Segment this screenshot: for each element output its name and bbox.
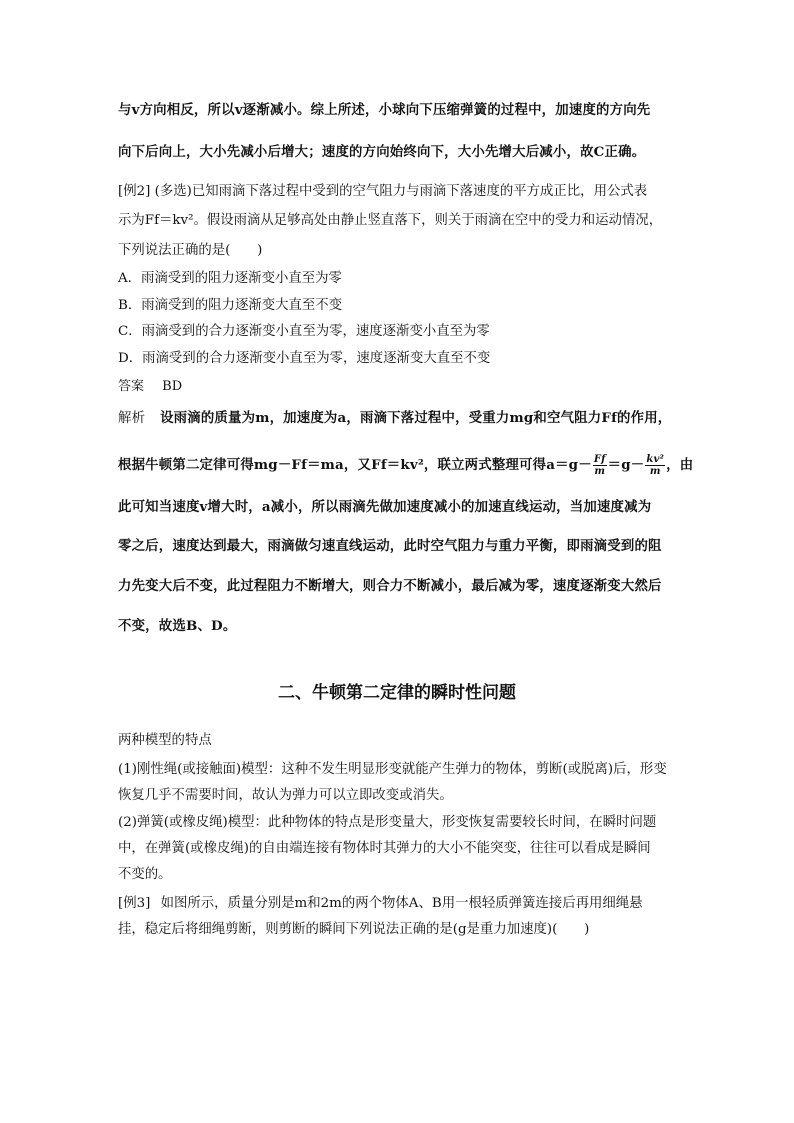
- analysis-line-6: 不变，故选B、D。: [118, 618, 237, 634]
- continuation-line-1: 与v方向相反，所以v逐渐减小。综上所述，小球向下压缩弹簧的过程中，加速度的方向先: [118, 102, 651, 118]
- rigid-model-line-1: (1)刚性绳(或接触面)模型：这种不发生明显形变就能产生弹力的物体，剪断(或脱离)后，形变: [118, 762, 667, 777]
- analysis-text-2c: ，由: [666, 457, 694, 473]
- analysis-text-2b: ＝g－: [607, 457, 645, 473]
- spring-model-line-2: 中，在弹簧(或橡皮绳)的自由端连接有物体时其弹力的大小不能突变，往往可以看成是瞬间: [118, 841, 651, 856]
- fraction-2-denominator: m: [649, 466, 661, 477]
- answer-value: BD: [162, 379, 183, 394]
- fraction-1-numerator: Ff: [593, 454, 606, 465]
- spring-model-line-3: 不变的。: [118, 867, 172, 882]
- example2-stem-text-1: (多选)已知雨滴下落过程中受到的空气阻力与雨滴下落速度的平方成正比，用公式表: [154, 184, 648, 199]
- rigid-model-line-2: 恢复几乎不需要时间，故认为弹力可以立即改变或消失。: [118, 788, 453, 803]
- example2-option-b: B．雨滴受到的阻力逐渐变大直至不变: [118, 298, 343, 313]
- models-intro: 两种模型的特点: [118, 733, 212, 748]
- example2-option-c: C．雨滴受到的合力逐渐变小直至为零，速度逐渐变小直至为零: [118, 324, 490, 339]
- analysis-line-5: 力先变大后不变，此过程阻力不断增大，则合力不断减小，最后减为零，速度逐渐变大然后: [118, 578, 662, 594]
- example2-option-d: D．雨滴受到的合力逐渐变小直至为零，速度逐渐变大直至不变: [118, 351, 491, 366]
- example2-tag: [例2]: [118, 184, 151, 199]
- example2-stem-line-1: [118, 184, 678, 200]
- continuation-line-2: 向下后向上，大小先减小后增大；速度的方向始终向下，大小先增大后减小，故C正确。: [118, 144, 646, 160]
- example3-tag: [例3]: [118, 896, 151, 911]
- analysis-line-1: [118, 410, 678, 427]
- example2-stem-line-3: 下列说法正确的是( ): [118, 243, 263, 258]
- fraction-1-denominator: m: [594, 466, 606, 477]
- analysis-text-2a: 根据牛顿第二定律可得mg－Ff＝ma，又Ff＝kv²，联立两式整理可得a＝g－: [118, 457, 592, 473]
- spring-model-line-1: (2)弹簧(或橡皮绳)模型：此种物体的特点是形变量大，形变恢复需要较长时间，在瞬时问题: [118, 815, 657, 830]
- example3-stem-line-2: 挂，稳定后将细绳剪断，则剪断的瞬间下列说法正确的是(g是重力加速度)( ): [118, 922, 590, 937]
- analysis-label: 解析: [118, 411, 146, 426]
- fraction-ff-over-m: [593, 454, 607, 477]
- section-heading: 二、牛顿第二定律的瞬时性问题: [278, 683, 516, 703]
- example2-answer-line: [118, 379, 678, 395]
- example3-stem-text-1: 如图所示，质量分别是m和2m的两个物体A、B用一根轻质弹簧连接后再用细绳悬: [160, 896, 643, 911]
- fraction-kv2-over-m: [645, 454, 665, 477]
- answer-label: 答案: [118, 379, 145, 394]
- example2-option-a: A．雨滴受到的阻力逐渐变小直至为零: [118, 271, 342, 286]
- example3-stem-line-1: [118, 896, 678, 912]
- analysis-text-1: 设雨滴的质量为m，加速度为a，雨滴下落过程中，受重力mg和空气阻力Ff的作用，: [160, 410, 672, 426]
- fraction-2-numerator: kv²: [646, 454, 665, 465]
- example2-stem-line-2: 示为Ff＝kv²。假设雨滴从足够高处由静止竖直落下，则关于雨滴在空中的受力和运动情况，: [118, 213, 663, 228]
- analysis-line-2: [118, 454, 694, 477]
- analysis-line-3: 此可知当速度v增大时，a减小，所以雨滴先做加速度减小的加速直线运动，当加速度减为: [118, 499, 652, 515]
- analysis-line-4: 零之后，速度达到最大，雨滴做匀速直线运动，此时空气阻力与重力平衡，即雨滴受到的阻: [118, 538, 662, 554]
